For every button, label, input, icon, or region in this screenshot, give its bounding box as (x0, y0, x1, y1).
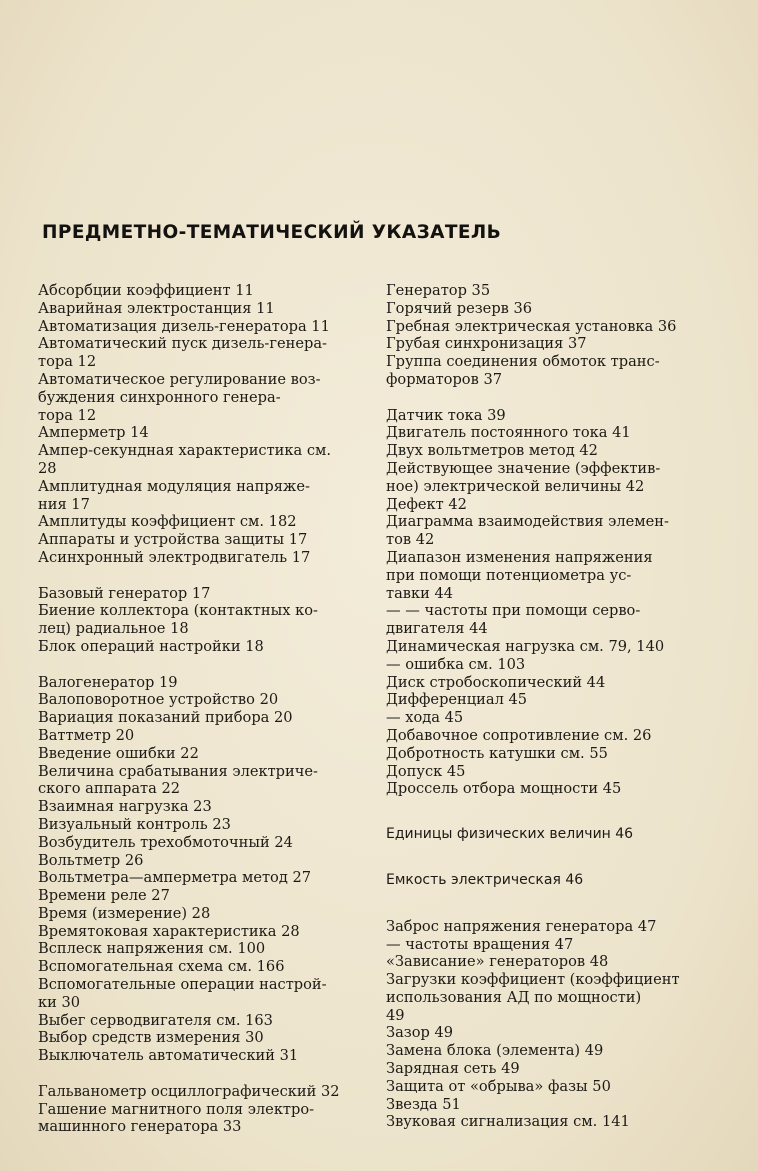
index-entry-term: Автоматический пуск дизель-генера- (38, 335, 327, 353)
index-entry-term: Загрузки коэффициент (коэффициент (386, 971, 680, 989)
index-entry-term: Емкость электрическая 46 (386, 871, 584, 888)
index-entry-continuation: тора 12 (38, 406, 97, 424)
index-entry-term: Возбудитель трехобмоточный 24 (38, 833, 293, 851)
index-entry (38, 674, 360, 692)
index-entry-continuation: использования АД по мощности) (386, 988, 642, 1006)
index-entry-term: «Зависание» генераторов 48 (386, 953, 609, 971)
index-entry (38, 798, 360, 816)
index-entry-term: Аппараты и устройства защиты 17 (38, 531, 308, 549)
index-entry-term: Введение ошибки 22 (38, 744, 199, 762)
index-entry-continuation: машинного генератора 33 (38, 1118, 242, 1136)
index-entry-continuation: тавки 44 (386, 584, 454, 602)
index-entry (38, 727, 360, 745)
index-entry-term: Зазор 49 (386, 1024, 454, 1042)
index-entry-term: Всплеск напряжения см. 100 (38, 940, 266, 958)
index-entry-term: Взаимная нагрузка 23 (38, 798, 212, 816)
index-entry (38, 691, 360, 709)
index-entry (386, 424, 708, 442)
index-entry (386, 513, 708, 549)
index-entry (386, 936, 708, 954)
index-entry-term: Величина срабатывания электриче- (38, 762, 318, 780)
index-entry (38, 424, 360, 442)
index-entry-term: Диск стробоскопический 44 (386, 673, 606, 691)
index-entry-term: Аварийная электростанция 11 (38, 299, 275, 317)
index-entry-term: Автоматизация дизель-генератора 11 (38, 317, 330, 335)
index-entry-term: Вспомогательные операции настрой- (38, 976, 327, 994)
index-entry-term: Дифференциал 45 (386, 691, 528, 709)
index-entry (386, 745, 708, 763)
index-entry (386, 826, 708, 844)
index-entry (386, 1060, 708, 1078)
index-entry-term: — — частоты при помощи серво- (386, 602, 641, 620)
index-column-right (386, 282, 708, 1131)
index-entry (38, 300, 360, 318)
index-entry (386, 318, 708, 336)
index-entry (386, 282, 708, 300)
index-entry (38, 1101, 360, 1137)
index-entry-term: Валоповоротное устройство 20 (38, 691, 279, 709)
index-entry (38, 709, 360, 727)
index-entry-continuation: ского аппарата 22 (38, 780, 181, 798)
index-entry (38, 834, 360, 852)
index-entry-term: Двигатель постоянного тока 41 (386, 424, 631, 442)
index-entry (386, 335, 708, 353)
index-entry-term: Асинхронный электродвигатель 17 (38, 548, 311, 566)
index-entry-continuation: 28 (38, 459, 57, 477)
index-entry-term: Вольтметр 26 (38, 851, 144, 869)
index-entry (38, 318, 360, 336)
index-entry-term: Группа соединения обмоток транс- (386, 353, 660, 371)
index-entry-term: Базовый генератор 17 (38, 584, 211, 602)
index-entry (38, 531, 360, 549)
index-entry (386, 442, 708, 460)
index-entry-continuation: форматоров 37 (386, 370, 503, 388)
index-entry-term: Ваттметр 20 (38, 726, 135, 744)
index-entry (38, 585, 360, 603)
index-entry-continuation: тов 42 (386, 531, 435, 549)
index-entry-term: Допуск 45 (386, 762, 466, 780)
index-entry-continuation: тора 12 (38, 353, 97, 371)
index-entry (38, 282, 360, 300)
index-entry-term: Двух вольтметров метод 42 (386, 442, 598, 460)
index-entry (386, 674, 708, 692)
index-entry-continuation: лец) радиальное 18 (38, 620, 189, 638)
section-gap (38, 567, 360, 585)
index-entry (386, 1096, 708, 1114)
index-entry-term: Добротность катушки см. 55 (386, 744, 608, 762)
index-entry (38, 602, 360, 638)
index-entry (386, 602, 708, 638)
index-entry (38, 478, 360, 514)
index-entry (386, 496, 708, 514)
index-entry (38, 869, 360, 887)
index-entry (38, 371, 360, 424)
index-entry-term: Ампер-секундная характеристика см. (38, 442, 332, 460)
index-entry-term: Времятоковая характеристика 28 (38, 922, 300, 940)
index-entry-term: Амплитуды коэффициент см. 182 (38, 513, 297, 531)
index-entry (386, 709, 708, 727)
index-entry (386, 460, 708, 496)
index-entry (38, 905, 360, 923)
index-entry (38, 442, 360, 478)
index-entry-term: — хода 45 (386, 709, 464, 727)
index-entry-continuation: при помощи потенциометра ус- (386, 566, 632, 584)
index-entry-term: Абсорбции коэффициент 11 (38, 282, 254, 299)
index-entry (386, 780, 708, 798)
index-entry (38, 549, 360, 567)
index-entry-continuation: ния 17 (38, 495, 90, 513)
index-entry-term: Действующее значение (эффектив- (386, 459, 661, 477)
index-entry (386, 638, 708, 656)
index-entry-term: Звезда 51 (386, 1095, 461, 1113)
index-entry-term: Грубая синхронизация 37 (386, 335, 587, 353)
section-gap (38, 656, 360, 674)
index-entry-term: Выключатель автоматический 31 (38, 1047, 299, 1065)
index-entry-continuation: ки 30 (38, 993, 81, 1011)
index-entry (386, 691, 708, 709)
index-entry (386, 763, 708, 781)
section-gap (386, 389, 708, 407)
index-entry (38, 638, 360, 656)
index-entry-term: Дроссель отбора мощности 45 (386, 780, 622, 798)
section-gap (386, 844, 708, 872)
index-entry (386, 727, 708, 745)
index-entry-term: Генератор 35 (386, 282, 491, 299)
index-entry (386, 300, 708, 318)
index-entry (38, 1012, 360, 1030)
index-entry-continuation: ное) электрической величины 42 (386, 477, 645, 495)
index-entry (386, 971, 708, 1024)
index-entry-term: Дефект 42 (386, 495, 467, 513)
index-entry-term: Зарядная сеть 49 (386, 1060, 520, 1078)
section-gap (38, 1065, 360, 1083)
index-entry-term: Гребная электрическая установка 36 (386, 317, 677, 335)
index-entry-term: Время (измерение) 28 (38, 904, 211, 922)
index-entry (38, 887, 360, 905)
index-entry (38, 1029, 360, 1047)
index-entry-term: Замена блока (элемента) 49 (386, 1042, 604, 1060)
index-entry-term: Биение коллектора (контактных ко- (38, 602, 318, 620)
index-entry-term: Валогенератор 19 (38, 673, 178, 691)
index-entry (386, 353, 708, 389)
section-gap (386, 890, 708, 918)
index-entry (38, 940, 360, 958)
index-entry (38, 335, 360, 371)
index-entry (386, 918, 708, 936)
index-entry (386, 1024, 708, 1042)
index-entry-term: Звуковая сигнализация см. 141 (386, 1113, 630, 1131)
index-entry (386, 656, 708, 674)
index-entry-continuation: буждения синхронного генера- (38, 388, 281, 406)
index-entry-term: Блок операций настройки 18 (38, 637, 264, 655)
index-entry-term: Времени реле 27 (38, 887, 170, 905)
index-entry-continuation: 49 (386, 1006, 405, 1024)
index-entry-term: Горячий резерв 36 (386, 299, 533, 317)
index-entry-term: Выбег серводвигателя см. 163 (38, 1011, 273, 1029)
index-entry-term: Амперметр 14 (38, 424, 149, 442)
index-title: ПРЕДМЕТНО-ТЕМАТИЧЕСКИЙ УКАЗАТЕЛЬ (42, 222, 502, 243)
index-entry (386, 872, 708, 890)
index-entry-term: Амплитудная модуляция напряже- (38, 477, 310, 495)
index-entry-term: Заброс напряжения генератора 47 (386, 917, 657, 935)
index-entry-term: Вспомогательная схема см. 166 (38, 958, 285, 976)
index-entry-term: Вольтметра—амперметра метод 27 (38, 869, 312, 887)
index-entry (38, 513, 360, 531)
index-column-left (38, 282, 360, 1136)
index-entry (38, 923, 360, 941)
index-entry-term: Защита от «обрыва» фазы 50 (386, 1077, 611, 1095)
index-entry-term: Диаграмма взаимодействия элемен- (386, 513, 669, 531)
index-entry-term: Датчик тока 39 (386, 406, 506, 424)
index-entry-continuation: двигателя 44 (386, 620, 488, 638)
index-entry (386, 407, 708, 425)
index-entry-term: — ошибка см. 103 (386, 655, 526, 673)
index-entry-term: Диапазон изменения напряжения (386, 548, 653, 566)
bleed-through-texture (60, 20, 700, 190)
index-entry (386, 1113, 708, 1131)
index-entry (38, 958, 360, 976)
index-entry-term: Гашение магнитного поля электро- (38, 1100, 315, 1118)
index-entry-term: — частоты вращения 47 (386, 935, 574, 953)
index-entry (38, 1047, 360, 1065)
index-entry-term: Единицы физических величин 46 (386, 826, 634, 843)
index-entry (386, 1042, 708, 1060)
index-entry (38, 745, 360, 763)
index-entry (38, 852, 360, 870)
index-entry (38, 976, 360, 1012)
index-entry-term: Добавочное сопротивление см. 26 (386, 726, 652, 744)
index-entry-term: Динамическая нагрузка см. 79, 140 (386, 637, 665, 655)
index-entry-term: Вариация показаний прибора 20 (38, 709, 293, 727)
index-entry-term: Автоматическое регулирование воз- (38, 370, 321, 388)
index-entry (38, 816, 360, 834)
section-gap (386, 798, 708, 826)
index-entry-term: Выбор средств измерения 30 (38, 1029, 264, 1047)
index-entry-term: Визуальный контроль 23 (38, 815, 231, 833)
index-entry (386, 549, 708, 602)
index-entry-term: Гальванометр осциллографический 32 (38, 1082, 340, 1100)
index-entry (38, 763, 360, 799)
index-entry (38, 1083, 360, 1101)
index-entry (386, 953, 708, 971)
index-entry (386, 1078, 708, 1096)
